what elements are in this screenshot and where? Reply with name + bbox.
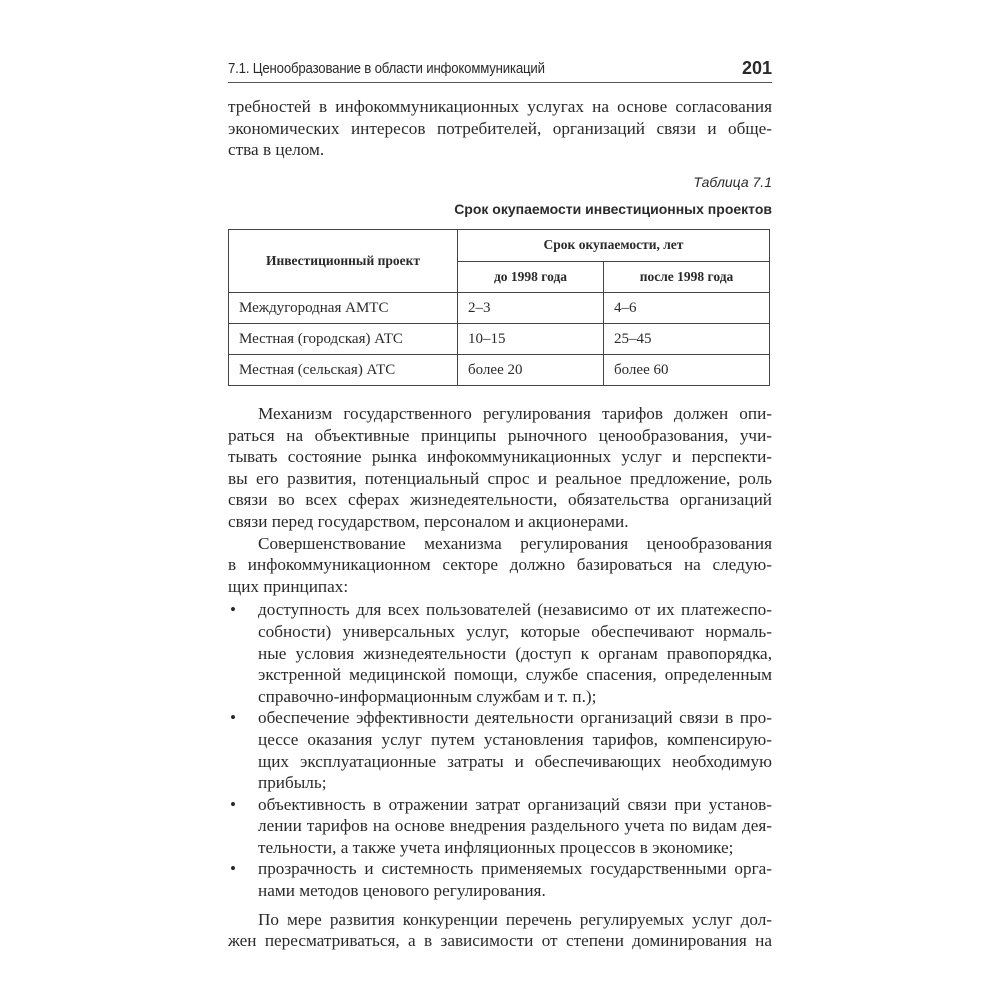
text-line: вы его развития, потенциальный спрос и реальное предложение, роль — [228, 468, 772, 488]
text-line: связи перед государством, персоналом и акционерами. — [228, 511, 629, 531]
text-line: щих эксплуатационные затраты и обеспечивающих необходимую — [258, 751, 772, 771]
text-line: цессе оказания услуг путем установления тарифов, компенсирую- — [258, 729, 772, 749]
table-row — [229, 293, 770, 324]
payback-table — [228, 229, 770, 386]
text-line: тельности, а также учета инфляционных процессов в экономике; — [258, 837, 734, 857]
text-line: экстренной медицинской помощи, службе спасения, определенным — [258, 665, 772, 685]
cell: 4–6 — [604, 293, 770, 324]
list-item — [228, 794, 772, 859]
col-group: Срок окупаемости, лет — [458, 230, 770, 262]
list-item — [228, 858, 772, 901]
cell: более 20 — [458, 355, 604, 386]
text-line: Механизм государственного регулирования тарифов должен опи- — [258, 404, 772, 423]
text-line: объективность в отражении затрат организаций связи при установ- — [258, 794, 772, 814]
bullet-icon: • — [230, 794, 237, 814]
text-line: Совершенствование механизма регулирования ценообразования — [258, 533, 772, 553]
text-line: ства в целом. — [228, 140, 325, 160]
text-line: справочно-информационным службам и т. п.); — [258, 686, 597, 706]
text-line: собности) универсальных услуг, которые обеспечивают нормаль- — [258, 621, 772, 641]
table-row — [229, 355, 770, 386]
col-project: Инвестиционный проект — [229, 230, 458, 293]
running-title: 7.1. Ценообразование в области инфокоммуникаций — [228, 60, 545, 77]
cell: более 60 — [604, 355, 770, 386]
cell: 25–45 — [604, 324, 770, 355]
bullet-icon: • — [230, 859, 237, 879]
body-text — [228, 403, 772, 952]
cell: Междугородная АМТС — [229, 293, 458, 324]
intro-paragraph — [228, 96, 772, 161]
cell: Местная (городская) АТС — [229, 324, 458, 355]
table-label: Таблица 7.1 — [693, 174, 772, 190]
text-line: нами методов ценового регулирования. — [258, 881, 546, 901]
text-line: жен пересматриваться, а в зависимости от степени доминирования на — [228, 931, 772, 951]
text-line: щих принципах: — [228, 576, 349, 596]
text-line: экономических интересов потребителей, организаций связи и обще- — [228, 118, 772, 138]
text-line: По мере развития конкуренции перечень регулируемых услуг дол- — [258, 909, 772, 929]
cell: 10–15 — [458, 324, 604, 355]
col-after: после 1998 года — [604, 261, 770, 293]
text-line: раться на объективные принципы рыночного ценообразования, учи- — [228, 425, 772, 445]
list-item — [228, 599, 772, 707]
text-line: требностей в инфокоммуникационных услугах на основе согласования — [228, 97, 772, 116]
text-line: обеспечение эффективности деятельности организаций связи в про- — [258, 708, 772, 728]
col-before: до 1998 года — [458, 261, 604, 293]
list-item — [228, 707, 772, 793]
text-line: в инфокоммуникационном секторе должно базироваться на следую- — [228, 555, 772, 575]
page-number: 201 — [741, 58, 772, 78]
text-line: прозрачность и системность применяемых государственными орга- — [258, 859, 772, 879]
table-row — [229, 324, 770, 355]
bullet-icon: • — [230, 708, 237, 728]
running-header — [228, 58, 772, 83]
cell: Местная (сельская) АТС — [229, 355, 458, 386]
text-line: связи во всех сферах жизнедеятельности, обязательства организаций — [228, 490, 772, 510]
text-line: прибыль; — [258, 773, 327, 793]
text-line: лении тарифов на основе внедрения раздельного учета по видам дея- — [258, 816, 772, 836]
table-title: Срок окупаемости инвестиционных проектов — [454, 201, 772, 217]
cell: 2–3 — [458, 293, 604, 324]
bullet-list — [228, 599, 772, 901]
text-line: тывать состояние рынка инфокоммуникационных услуг и перспекти- — [228, 447, 772, 467]
text-line: доступность для всех пользователей (независимо от их платежеспо- — [258, 600, 772, 620]
text-line: ные условия жизнедеятельности (доступ к органам правопорядка, — [258, 643, 772, 663]
bullet-icon: • — [230, 600, 237, 620]
